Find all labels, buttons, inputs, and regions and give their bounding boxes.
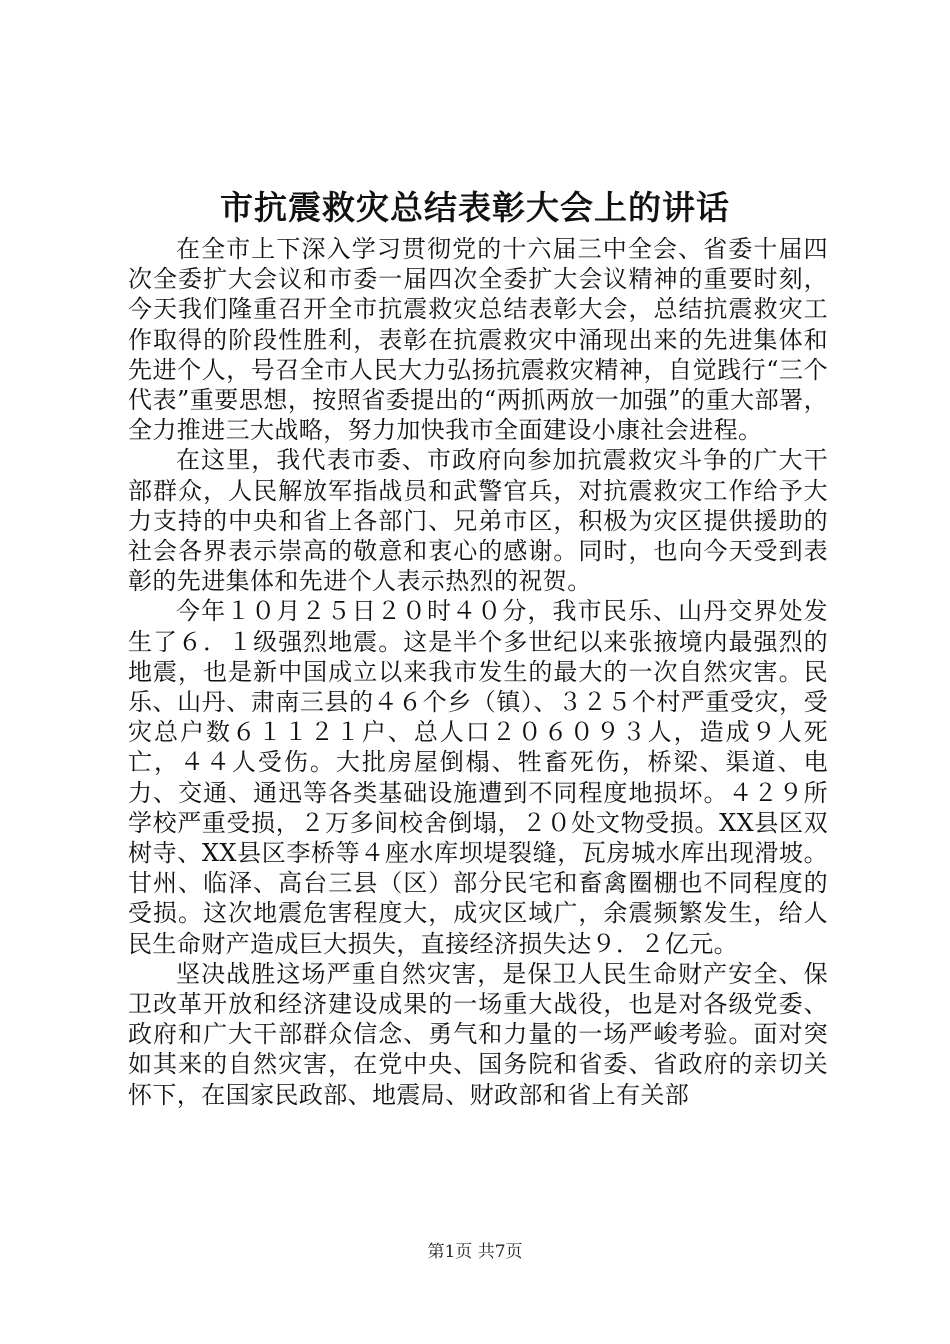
document-title: 市抗震救灾总结表彰大会上的讲话 [220, 188, 730, 227]
paragraph-3: 今年１０月２５日２０时４０分，我市民乐、山丹交界处发生了６．１级强烈地震。这是半个多世纪以来张掖境内最强烈的地震，也是新中国成立以来我市发生的最大的一次自然灾害。民乐、山丹、肃南三县的４６个乡（镇）、３２５个村严重受灾，受灾总户数６１１２１户、总人口２０６０９３人，造成９人死亡，４４人受伤。大批房屋倒榻、牲畜死伤，桥梁、渠道、电力、交通、通迅等各类基础设施遭到不同程度地损坏。４２９所学校严重受损，２万多间校舍倒塌，２０处文物受损。XX县区双树寺、XX县区李桥等４座水库坝堤裂缝，瓦房城水库出现滑坡。甘州、临泽、高台三县（区）部分民宅和畜禽圈棚也不同程度的受损。这次地震危害程度大，成灾区域广，余震频繁发生，给人民生命财产造成巨大损失，直接经济损失达９．２亿元。 [128, 597, 828, 958]
paragraph-1: 在全市上下深入学习贯彻党的十六届三中全会、省委十届四次全委扩大会议和市委一届四次全委扩大会议精神的重要时刻，今天我们隆重召开全市抗震救灾总结表彰大会，总结抗震救灾工作取得的阶段性胜利，表彰在抗震救灾中涌现出来的先进集体和先进个人，号召全市人民大力弘扬抗震救灾精神，自觉践行“三个代表”重要思想，按照省委提出的“两抓两放一加强”的重大部署，全力推进三大战略，努力加快我市全面建设小康社会进程。 [128, 235, 828, 445]
page-number-footer: 第1页 共7页 [427, 1242, 523, 1262]
document-body [128, 234, 828, 1110]
paragraph-2: 在这里，我代表市委、市政府向参加抗震救灾斗争的广大干部群众，人民解放军指战员和武警官兵，对抗震救灾工作给予大力支持的中央和省上各部门、兄弟市区，积极为灾区提供援助的社会各界表示崇高的敬意和衷心的感谢。同时，也向今天受到表彰的先进集体和先进个人表示热烈的祝贺。 [128, 446, 828, 596]
paragraph-4: 坚决战胜这场严重自然灾害，是保卫人民生命财产安全、保卫改革开放和经济建设成果的一场重大战役，也是对各级党委、政府和广大干部群众信念、勇气和力量的一场严峻考验。面对突如其来的自然灾害，在党中央、国务院和省委、省政府的亲切关怀下，在国家民政部、地震局、财政部和省上有关部 [128, 959, 828, 1109]
